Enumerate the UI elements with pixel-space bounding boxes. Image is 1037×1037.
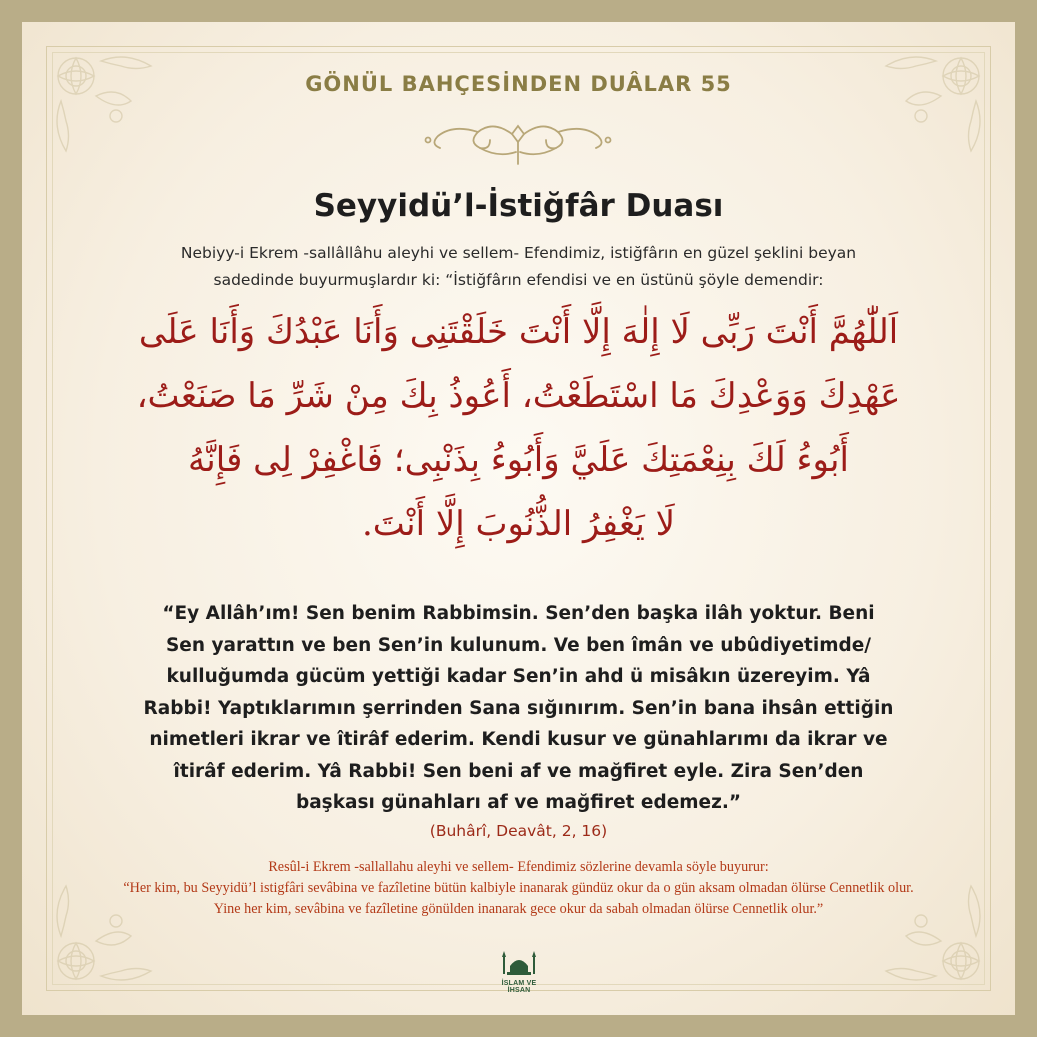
translation-text: “Ey Allâh’ım! Sen benim Rabbimsin. Sen’den başka ilâh yoktur. Beni Sen yarattın ve ben Sen’in kulunum. Ve ben îmân ve ubûdiyetimde/ kulluğumda gücüm yettiği kadar Sen’in ahd ü misâkın üzereyim. Yâ Rabbi! Yaptıklarımın şerrinden Sana sığınırım. Sen’in bana ihsân ettiğin nimetleri ikrar ve îtirâf ederim. Kendi kusur ve günahlarımı da ikrar ve îtirâf ederim. Yâ Rabbi! Sen beni af ve mağfiret eyle. Zira Sen’den başkası günahları af ve mağfiret edemez.”	[143, 603, 894, 813]
hadith-line: “Her kim, bu Seyyidü’l istigfâri sevâbina ve fazîletine bütün kalbiyle inanarak gündüz okur da o gün aksam olmadan ölürse Cennetlik olur.	[123, 880, 914, 896]
intro-text: Nebiyy-i Ekrem -sallâllâhu aleyhi ve sellem- Efendimiz, istiğfârın en güzel şeklini beyan sadedinde buyurmuşlardır ki: “İstiğfârın efendisi ve en üstünü şöyle demendir:	[180, 244, 857, 289]
arabic-line: أَبُوءُ لَكَ بِنِعْمَتِكَ عَلَيَّ وَأَبُوءُ بِذَنْبِى؛ فَاغْفِرْ لِى فَإِنَّهُ	[188, 440, 849, 480]
brand-logo	[494, 950, 544, 994]
series-title: GÖNÜL BAHÇESİNDEN DUÂLAR 55	[305, 72, 732, 96]
source-citation: (Buhârî, Deavât, 2, 16)	[429, 822, 608, 840]
divider-ornament-icon	[418, 118, 618, 170]
hadith-line: Yine her kim, sevâbina ve fazîletine gönülden inanarak gece okur da sabah olmadan ölürse Cennetlik olur.”	[213, 901, 824, 917]
arabic-line: عَهْدِكَ وَوَعْدِكَ مَا اسْتَطَعْتُ، أَعُوذُ بِكَ مِنْ شَرِّ مَا صَنَعْتُ،	[136, 376, 901, 416]
arabic-line: لَا يَغْفِرُ الذُّنُوبَ إِلَّا أَنْتَ.	[361, 504, 676, 544]
arabic-prayer	[110, 300, 927, 556]
corner-ornament-icon	[861, 46, 991, 176]
hadith-note	[100, 857, 937, 920]
hadith-line: Resûl-i Ekrem -sallallahu aleyhi ve sellem- Efendimiz sözlerine devamla söyle buyurur:	[268, 859, 769, 875]
mosque-icon	[499, 950, 539, 978]
corner-ornament-icon	[46, 46, 176, 176]
arabic-line: اَللّٰهُمَّ أَنْتَ رَبِّى لَا إِلٰهَ إِلَّا أَنْتَ خَلَقْتَنِى وَأَنَا عَبْدُكَ وَأَنَا عَلَى	[138, 312, 899, 352]
page-title: Seyyidü’l-İstiğfâr Duası	[313, 188, 724, 224]
logo-text: İSLAM VE İHSAN	[501, 980, 537, 994]
